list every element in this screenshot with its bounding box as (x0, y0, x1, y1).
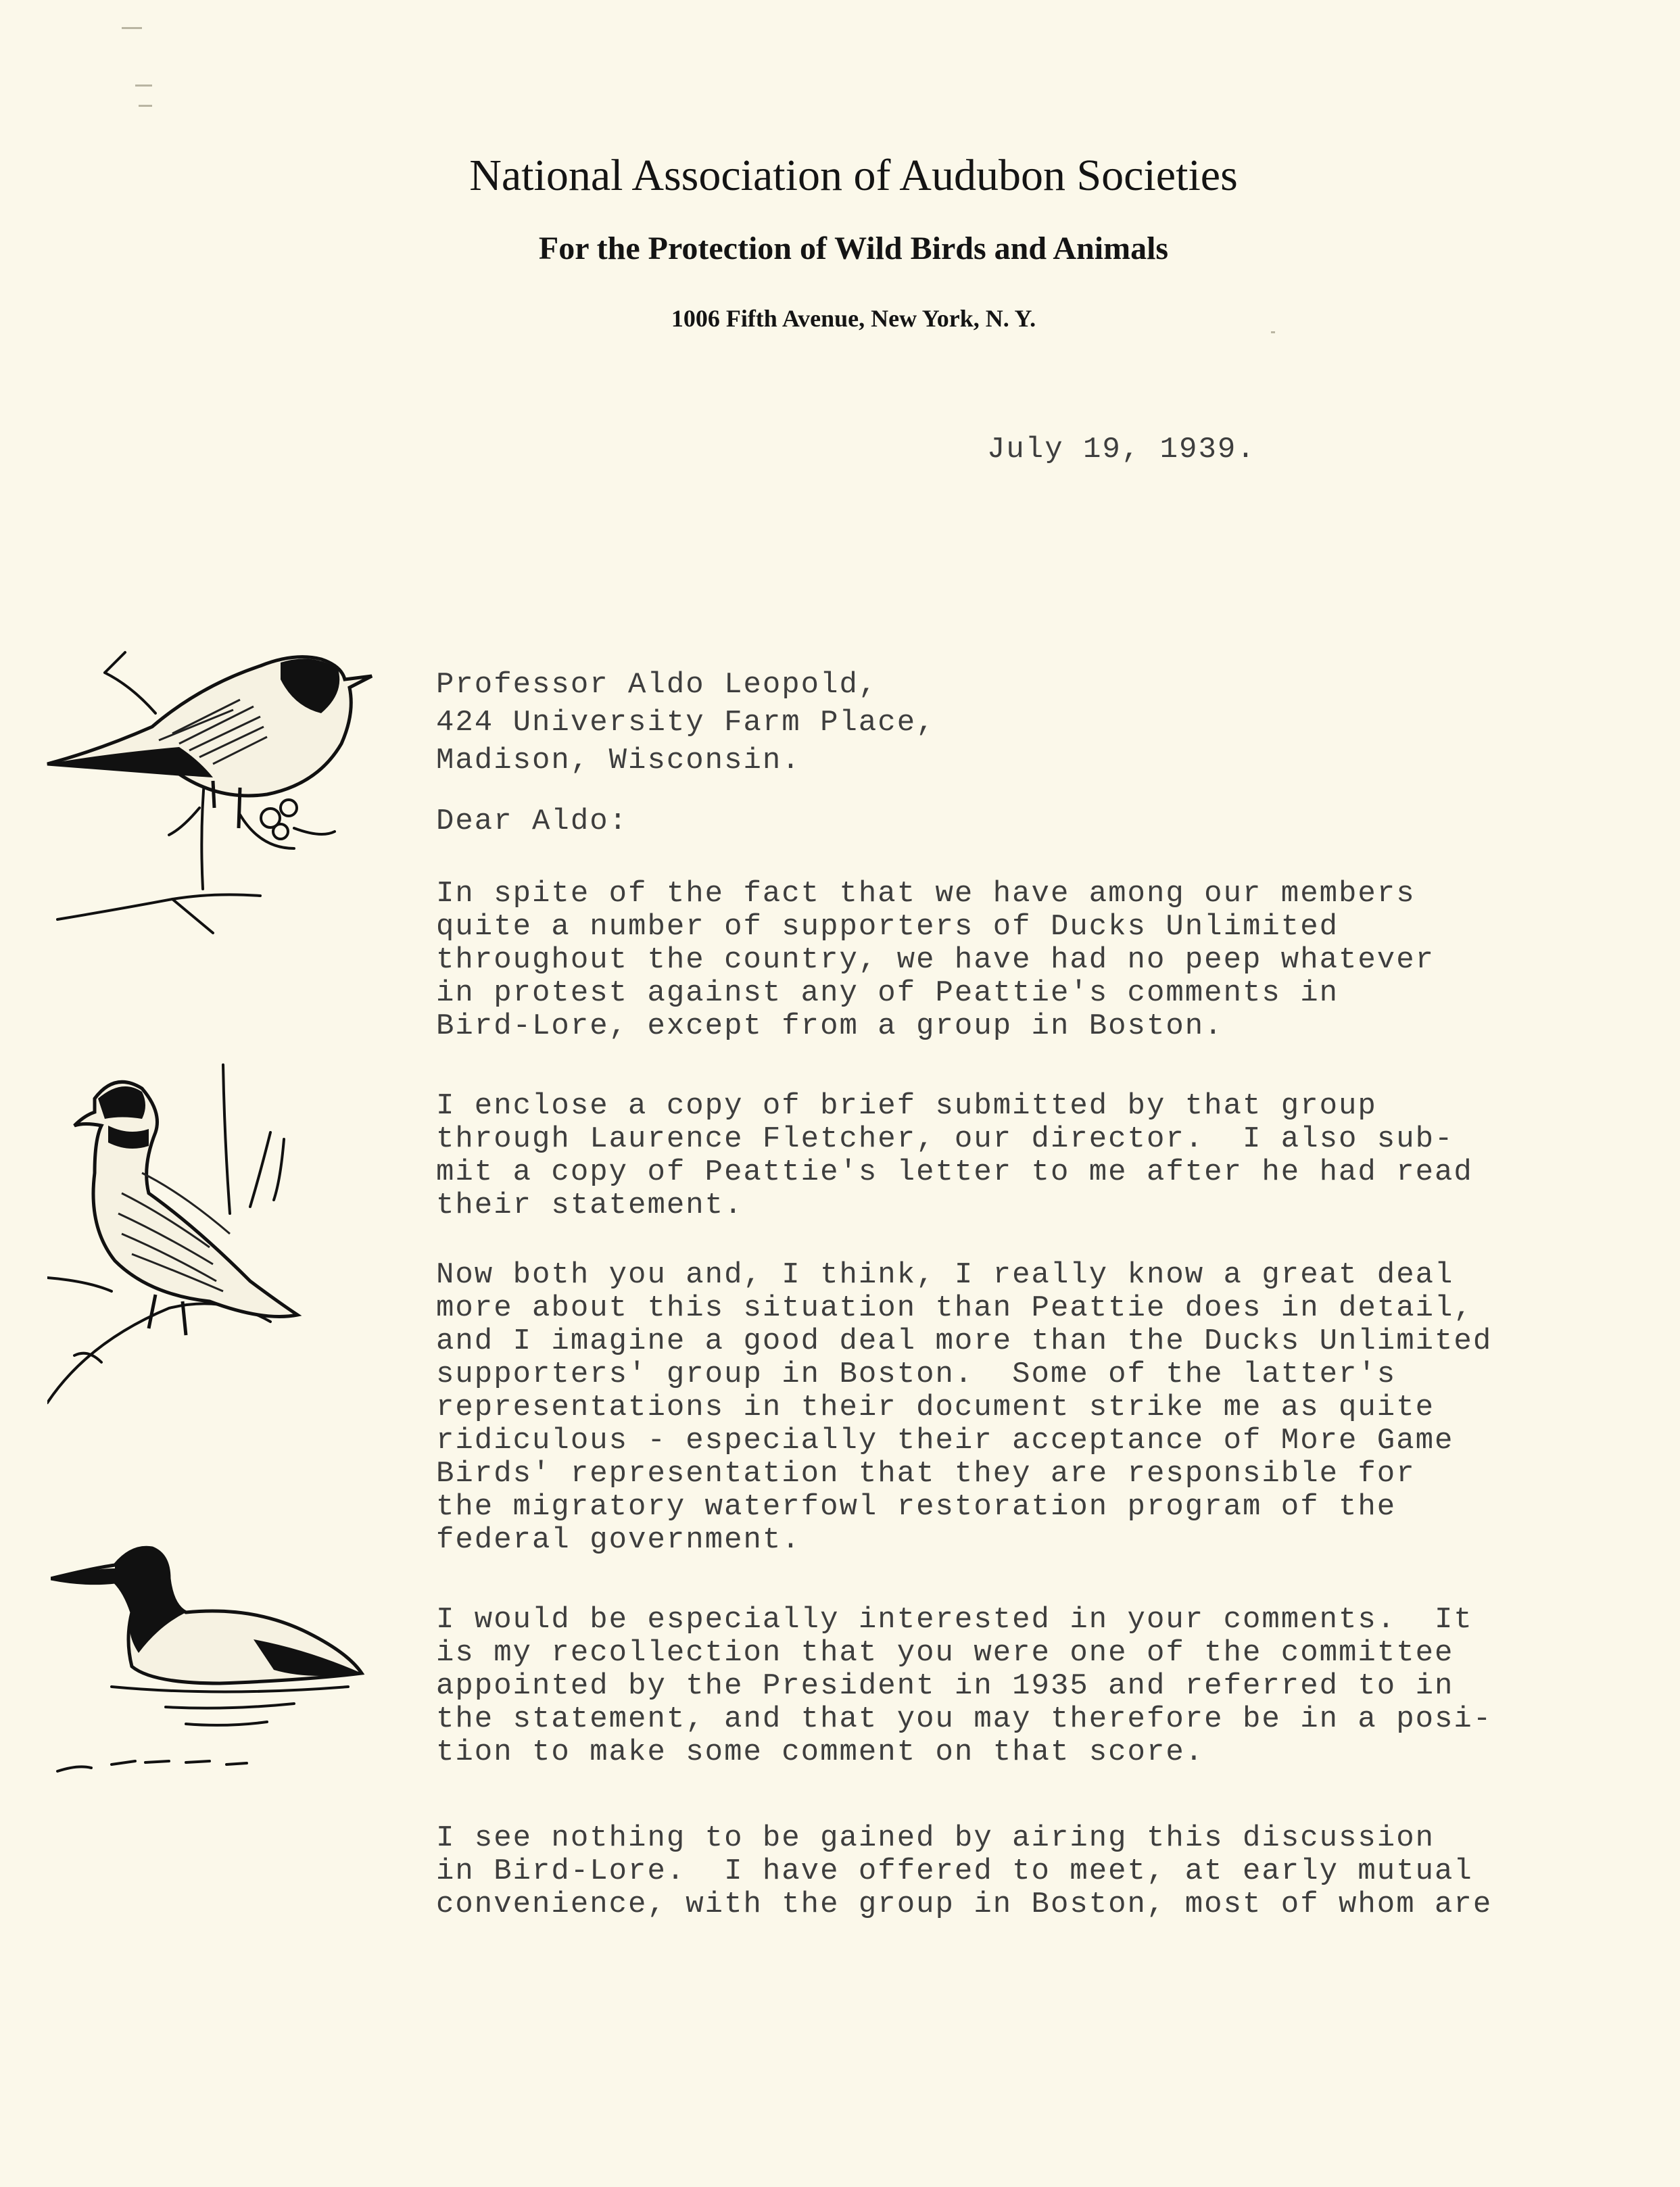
salutation: Dear Aldo: (436, 804, 629, 838)
paper-speck (139, 105, 152, 107)
recipient-city: Madison, Wisconsin. (436, 744, 801, 777)
duck-illustration (51, 1531, 375, 1788)
quail-illustration (47, 1058, 331, 1437)
body-paragraph-5: I see nothing to be gained by airing this discussion in Bird-Lore. I have offered to meet, at early mutual convenience, with the group in Boston, most of whom are (436, 1821, 1493, 1921)
paper-speck (122, 27, 142, 29)
recipient-name: Professor Aldo Leopold, (436, 668, 878, 702)
recipient-address (436, 666, 936, 779)
letter-date: July 19, 1939. (987, 433, 1256, 466)
robin-illustration (37, 605, 399, 940)
letterhead-address: 1006 Fifth Avenue, New York, N. Y. (671, 305, 1036, 332)
paper-speck (1271, 331, 1275, 333)
paper-speck (135, 85, 152, 87)
body-paragraph-4: I would be especially interested in your comments. It is my recollection that you were one of the committee appointed by the President in 1935 and referred to in the statement, and that you may therefore be in a posi- tion to make some comment on that score. (436, 1603, 1493, 1769)
recipient-street: 424 University Farm Place, (436, 706, 936, 740)
letterhead-organization: National Association of Audubon Societies (469, 151, 1238, 200)
body-paragraph-3: Now both you and, I think, I really know a great deal more about this situation than Peattie does in detail, and I imagine a good deal more than the Ducks Unlimited supporters' group in Boston. Some of the latter's representations in their document strike me as quite ridiculous - especially their acceptance of More Game Birds' representation that they are responsible for the migratory waterfowl restoration program of the federal government. (436, 1258, 1493, 1557)
letterhead-subtitle: For the Protection of Wild Birds and Animals (538, 231, 1169, 266)
body-paragraph-2: I enclose a copy of brief submitted by that group through Laurence Fletcher, our director. I also sub- mit a copy of Peattie's letter to me after he had read their statement. (436, 1089, 1473, 1222)
body-paragraph-1: In spite of the fact that we have among our members quite a number of supporters of Ducks Unlimited throughout the country, we have had no peep whatever in protest against any of Peattie's comments in Bird-Lore, except from a group in Boston. (436, 877, 1435, 1043)
